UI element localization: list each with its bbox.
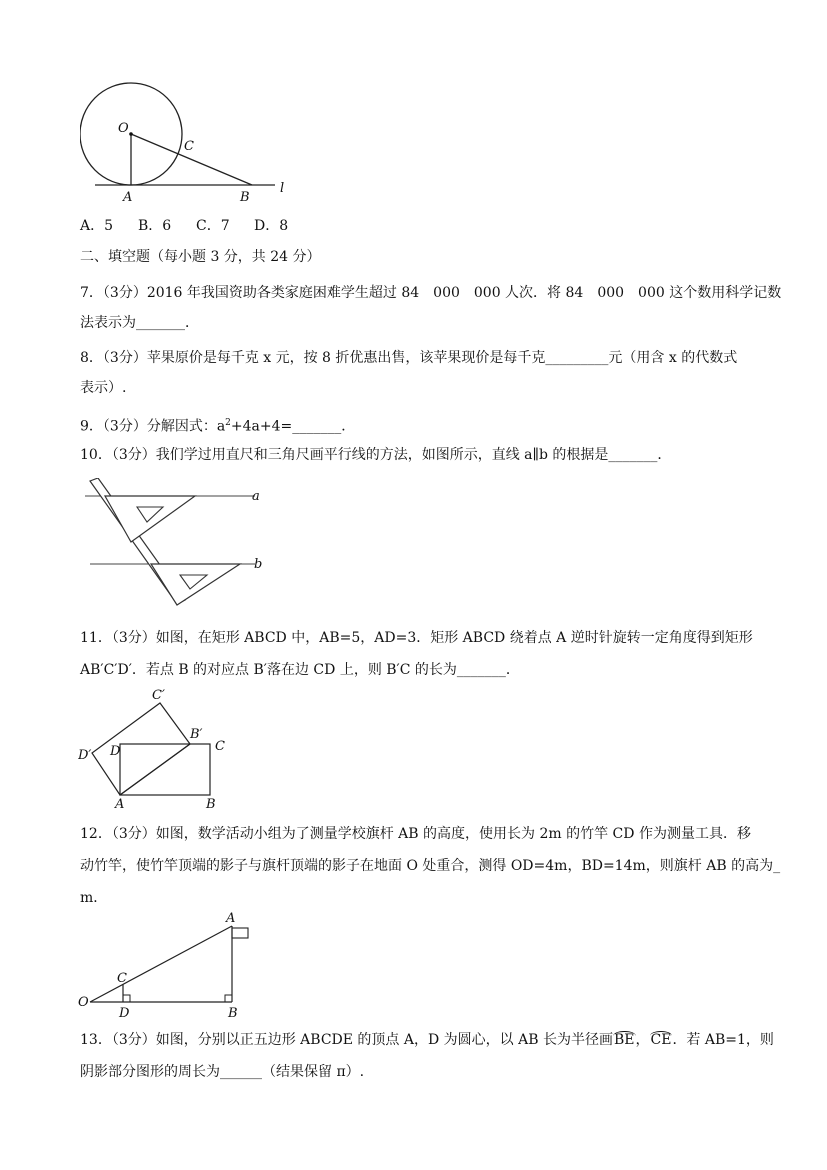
q9-text: [80, 414, 355, 436]
arc-ce: CE: [650, 1032, 672, 1048]
choice-a: A．5: [80, 218, 114, 234]
label-B: B: [240, 190, 250, 205]
label-A: A: [115, 797, 125, 812]
flagpole-figure: [76, 910, 256, 1020]
q9-sup: 2: [225, 418, 231, 428]
label-D: D: [110, 744, 121, 759]
circle-tangent-figure: [80, 80, 300, 210]
q8-line1: 8．（3分）苹果原价是每千克 x 元，按 8 折优惠出售，该苹果现价是每千克_________元（用含 x 的代数式: [80, 350, 738, 366]
label-C: C: [117, 971, 127, 986]
q12-line2: 动竹竿，使竹竿顶端的影子与旗杆顶端的影子在地面 O 处重合，测得 OD=4m，BD=14m，则旗杆 AB 的高为_: [80, 858, 781, 874]
arc-be: BE: [613, 1032, 635, 1048]
label-O: O: [78, 995, 89, 1010]
q10-line1: 10．（3分）我们学过用直尺和三角尺画平行线的方法，如图所示，直线 a∥b 的根据是_______．: [80, 447, 672, 463]
choice-d: D．8: [254, 218, 289, 234]
q12-line1: 12．（3分）如图，数学活动小组为了测量学校旗杆 AB 的高度，使用长为 2m 的竹竿 CD 作为测量工具．移: [80, 826, 751, 842]
q12-line3: m．: [80, 890, 108, 906]
label-C: C: [184, 139, 194, 154]
q11-line1: 11．（3分）如图，在矩形 ABCD 中，AB=5，AD=3．矩形 ABCD 绕着点 A 逆时针旋转一定角度得到矩形: [80, 630, 753, 646]
section-title: 二、填空题（每小题 3 分，共 24 分）: [80, 249, 321, 265]
label-a: a: [252, 489, 260, 504]
q9-prefix: 9．（3分）分解因式：a: [80, 418, 226, 435]
q8-line2: 表示）.: [80, 380, 127, 396]
q13-line2: 阴影部分图形的周长为______（结果保留 π）.: [80, 1064, 365, 1080]
q7-line2: 法表示为_______．: [80, 315, 199, 331]
q9-suffix: +4a+4=_______．: [230, 418, 356, 435]
label-C: C: [215, 739, 225, 754]
q11-line2: AB′C′D′．若点 B 的对应点 B′落在边 CD 上，则 B′C 的长为_______．: [80, 662, 520, 678]
q13-line1: [80, 1031, 774, 1049]
label-Bp: B′: [190, 727, 203, 742]
q6-choices: [80, 217, 288, 235]
label-D: D: [119, 1006, 130, 1020]
q13-mid: ，: [635, 1032, 650, 1048]
q7-line1: 7．（3分）2016 年我国资助各类家庭困难学生超过 84 000 000 人次．将 84 000 000 这个数用科学记数: [80, 285, 782, 301]
label-B: B: [228, 1006, 238, 1020]
label-B: B: [206, 797, 216, 812]
ruler-triangle-figure: [85, 478, 285, 610]
choice-b: B．6: [138, 218, 172, 234]
label-A: A: [226, 911, 236, 926]
label-A: A: [123, 190, 133, 205]
label-O: O: [118, 121, 129, 136]
q13-suffix: ．若 AB=1，则: [672, 1032, 774, 1048]
q13-prefix: 13．（3分）如图，分别以正五边形 ABCDE 的顶点 A，D 为圆心，以 AB 长为半径画: [80, 1032, 613, 1048]
choice-c: C．7: [196, 218, 230, 234]
label-b: b: [254, 557, 263, 572]
label-l: l: [280, 181, 285, 196]
rotated-rectangle-figure: [78, 683, 238, 813]
label-Cp: C′: [152, 688, 165, 703]
label-Dp: D′: [78, 748, 92, 763]
